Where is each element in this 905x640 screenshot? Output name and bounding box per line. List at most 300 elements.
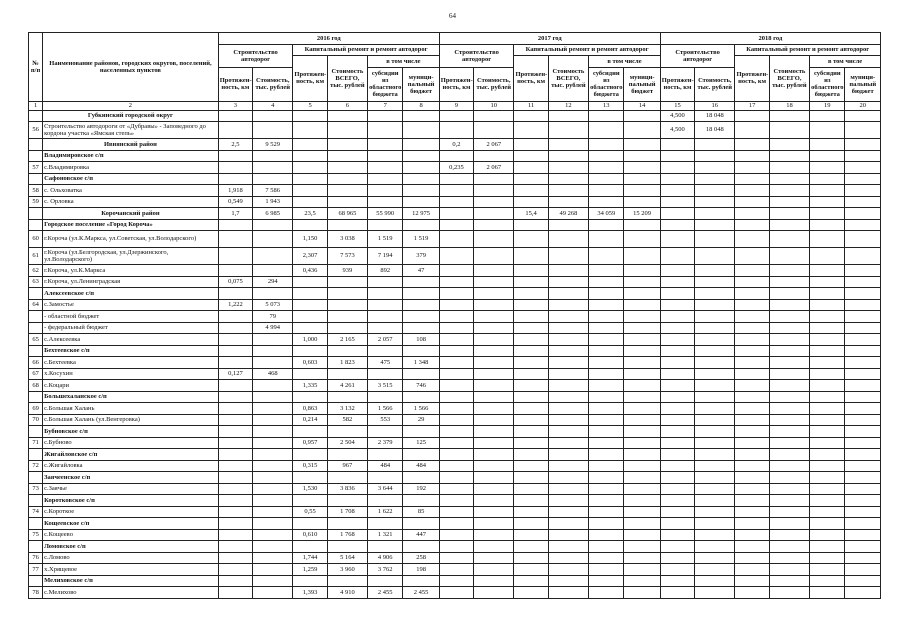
row-value — [845, 495, 881, 507]
row-name: Ивнянский район — [43, 139, 219, 151]
row-value — [589, 196, 624, 208]
row-value — [327, 368, 367, 380]
row-value — [810, 208, 845, 220]
row-value — [218, 472, 252, 484]
row-value — [253, 529, 293, 541]
row-value — [439, 564, 473, 576]
row-value — [845, 414, 881, 426]
row-value — [218, 322, 252, 334]
row-number: 71 — [29, 437, 43, 449]
row-value — [695, 552, 735, 564]
row-value — [439, 299, 473, 311]
row-value — [403, 541, 439, 553]
row-value — [548, 299, 588, 311]
row-value — [624, 357, 660, 369]
row-value — [624, 575, 660, 587]
header-year-2018: 2018 год — [660, 33, 880, 45]
column-number: 2 — [43, 101, 219, 110]
row-value — [810, 265, 845, 277]
row-value — [769, 483, 809, 495]
row-value — [845, 357, 881, 369]
row-value: 553 — [368, 414, 403, 426]
row-value — [695, 518, 735, 530]
row-value — [769, 518, 809, 530]
column-number: 9 — [439, 101, 473, 110]
row-value — [514, 122, 548, 139]
row-value: 2,5 — [218, 139, 252, 151]
row-value — [769, 185, 809, 197]
row-value — [810, 391, 845, 403]
row-value — [735, 185, 769, 197]
row-value — [660, 541, 694, 553]
row-value — [474, 391, 514, 403]
row-value — [439, 518, 473, 530]
row-value: 2 504 — [327, 437, 367, 449]
row-value — [624, 483, 660, 495]
row-number — [29, 322, 43, 334]
row-value — [403, 575, 439, 587]
district-row — [29, 208, 881, 220]
row-value — [548, 587, 588, 599]
row-value — [589, 368, 624, 380]
row-value — [735, 265, 769, 277]
row-value — [845, 380, 881, 392]
column-number: 18 — [769, 101, 809, 110]
row-name: г.Короча, ул.Ленинградская — [43, 276, 219, 288]
row-value: 746 — [403, 380, 439, 392]
row-value: 5 164 — [327, 552, 367, 564]
row-value — [439, 368, 473, 380]
row-value — [589, 139, 624, 151]
row-name: - областной бюджет — [43, 311, 219, 323]
row-value — [514, 552, 548, 564]
row-value — [624, 368, 660, 380]
row-value — [439, 208, 473, 220]
row-value: 3 038 — [327, 231, 367, 248]
row-value — [769, 460, 809, 472]
row-number: 59 — [29, 196, 43, 208]
row-value — [589, 231, 624, 248]
row-value — [253, 248, 293, 265]
table-row — [29, 403, 881, 415]
row-value — [293, 139, 327, 151]
row-value: 3 515 — [368, 380, 403, 392]
row-value — [589, 150, 624, 162]
row-value — [695, 276, 735, 288]
row-value — [218, 575, 252, 587]
row-value — [660, 265, 694, 277]
header-municipal: муници-пальный бюджет — [624, 67, 660, 101]
row-number: 66 — [29, 357, 43, 369]
row-value — [439, 334, 473, 346]
row-value — [327, 122, 367, 139]
row-value — [327, 575, 367, 587]
row-value — [403, 196, 439, 208]
row-value — [514, 265, 548, 277]
row-value: 0,214 — [293, 414, 327, 426]
row-value: 7 586 — [253, 185, 293, 197]
row-value: 1,150 — [293, 231, 327, 248]
row-value — [695, 208, 735, 220]
row-value — [695, 265, 735, 277]
row-name: с.Ломово — [43, 552, 219, 564]
row-value — [589, 541, 624, 553]
row-value — [293, 173, 327, 185]
column-number: 15 — [660, 101, 694, 110]
row-value — [368, 162, 403, 174]
row-value — [769, 219, 809, 231]
row-value: 1 566 — [403, 403, 439, 415]
row-value — [660, 219, 694, 231]
row-value — [845, 208, 881, 220]
row-value — [589, 357, 624, 369]
settlement-header-row — [29, 449, 881, 461]
row-value — [439, 437, 473, 449]
row-value — [218, 483, 252, 495]
row-value — [660, 162, 694, 174]
row-value — [589, 506, 624, 518]
header-construction: Строительство автодорог — [218, 44, 293, 67]
row-value — [253, 426, 293, 438]
row-value — [769, 334, 809, 346]
row-value — [845, 460, 881, 472]
row-value — [810, 518, 845, 530]
row-value: 34 059 — [589, 208, 624, 220]
row-value — [514, 460, 548, 472]
row-value — [218, 495, 252, 507]
row-value — [474, 437, 514, 449]
row-value — [474, 110, 514, 122]
row-value — [403, 288, 439, 300]
row-number — [29, 139, 43, 151]
row-value: 5 073 — [253, 299, 293, 311]
row-value — [439, 460, 473, 472]
row-value — [293, 185, 327, 197]
row-number: 65 — [29, 334, 43, 346]
row-value — [769, 368, 809, 380]
row-value — [695, 150, 735, 162]
column-numbers-row — [29, 101, 881, 110]
row-value — [548, 472, 588, 484]
row-value — [293, 196, 327, 208]
row-value — [735, 414, 769, 426]
row-value — [368, 173, 403, 185]
settlement-header-row — [29, 173, 881, 185]
column-number: 20 — [845, 101, 881, 110]
row-value — [327, 449, 367, 461]
row-value — [293, 288, 327, 300]
row-value — [735, 391, 769, 403]
row-value: 85 — [403, 506, 439, 518]
row-value — [810, 311, 845, 323]
row-value: 3 644 — [368, 483, 403, 495]
row-value: 0,235 — [439, 162, 473, 174]
row-value — [548, 139, 588, 151]
row-number: 76 — [29, 552, 43, 564]
row-value — [548, 529, 588, 541]
row-value — [845, 529, 881, 541]
row-value — [624, 552, 660, 564]
row-value — [327, 518, 367, 530]
row-value — [589, 552, 624, 564]
row-value — [845, 231, 881, 248]
row-value: 15,4 — [514, 208, 548, 220]
table-body — [29, 110, 881, 598]
row-value: 192 — [403, 483, 439, 495]
row-value — [845, 483, 881, 495]
row-value — [368, 185, 403, 197]
row-value — [474, 529, 514, 541]
row-value — [218, 162, 252, 174]
row-value — [368, 472, 403, 484]
row-value — [769, 299, 809, 311]
row-value — [253, 345, 293, 357]
row-value — [218, 426, 252, 438]
row-value — [589, 173, 624, 185]
row-value: 108 — [403, 334, 439, 346]
row-value — [810, 276, 845, 288]
row-value: 23,5 — [293, 208, 327, 220]
row-name: Губкинский городской округ — [43, 110, 219, 122]
row-value — [548, 437, 588, 449]
row-value — [439, 472, 473, 484]
row-value: 939 — [327, 265, 367, 277]
row-value — [293, 311, 327, 323]
row-value — [810, 139, 845, 151]
row-value — [548, 506, 588, 518]
row-value — [769, 541, 809, 553]
row-value — [293, 426, 327, 438]
column-number: 11 — [514, 101, 548, 110]
header-cost-total: Стоимость ВСЕГО, тыс. рублей — [769, 56, 809, 102]
row-value: 68 965 — [327, 208, 367, 220]
row-value — [514, 311, 548, 323]
row-value — [253, 391, 293, 403]
row-value — [293, 472, 327, 484]
row-value — [439, 248, 473, 265]
row-value — [735, 299, 769, 311]
row-value — [293, 219, 327, 231]
header-construction: Строительство автодорог — [439, 44, 514, 67]
row-value: 3 960 — [327, 564, 367, 576]
row-value — [474, 311, 514, 323]
row-value — [624, 426, 660, 438]
row-value — [660, 426, 694, 438]
row-name: Владимировское с/п — [43, 150, 219, 162]
row-value — [589, 449, 624, 461]
row-name: с. Ольховатка — [43, 185, 219, 197]
row-value — [624, 529, 660, 541]
row-value — [368, 139, 403, 151]
row-value — [589, 322, 624, 334]
row-number: 68 — [29, 380, 43, 392]
row-value — [368, 110, 403, 122]
row-value — [327, 311, 367, 323]
row-value — [548, 276, 588, 288]
row-value — [403, 276, 439, 288]
row-value: 1 519 — [403, 231, 439, 248]
row-value: 294 — [253, 276, 293, 288]
row-value — [660, 483, 694, 495]
row-value — [845, 403, 881, 415]
row-value — [695, 529, 735, 541]
row-value — [660, 403, 694, 415]
row-value — [474, 357, 514, 369]
row-value — [660, 345, 694, 357]
row-value — [735, 495, 769, 507]
header-cost-total: Стоимость ВСЕГО, тыс. рублей — [327, 56, 367, 102]
row-value — [439, 173, 473, 185]
row-value: 15 209 — [624, 208, 660, 220]
row-value — [589, 495, 624, 507]
row-value: 1,744 — [293, 552, 327, 564]
header-construction: Строительство автодорог — [660, 44, 735, 67]
row-number: 75 — [29, 529, 43, 541]
row-value — [514, 276, 548, 288]
row-number — [29, 426, 43, 438]
row-value — [660, 322, 694, 334]
row-value: 2 067 — [474, 139, 514, 151]
row-value — [403, 219, 439, 231]
row-value — [695, 414, 735, 426]
row-value: 47 — [403, 265, 439, 277]
row-value — [327, 541, 367, 553]
row-value — [253, 506, 293, 518]
row-value: 1,259 — [293, 564, 327, 576]
row-value — [769, 196, 809, 208]
row-value — [769, 231, 809, 248]
table-row — [29, 196, 881, 208]
row-value — [514, 173, 548, 185]
row-value — [769, 449, 809, 461]
row-value — [735, 357, 769, 369]
row-name: г.Короча (ул.Белгородская, ул.Дзержинского, ул.Володарского) — [43, 248, 219, 265]
header-repair: Капитальный ремонт и ремонт автодорог — [293, 44, 439, 56]
row-value — [218, 345, 252, 357]
row-value — [660, 380, 694, 392]
row-value: 1,222 — [218, 299, 252, 311]
row-value — [368, 368, 403, 380]
row-value: 12 975 — [403, 208, 439, 220]
row-name: Сафоновское с/п — [43, 173, 219, 185]
row-name: Кощеевское с/п — [43, 518, 219, 530]
row-value — [474, 231, 514, 248]
row-value — [327, 322, 367, 334]
row-value — [810, 460, 845, 472]
row-value — [589, 391, 624, 403]
row-value: 1 622 — [368, 506, 403, 518]
row-name: с.Владимировка — [43, 162, 219, 174]
row-value — [327, 150, 367, 162]
column-number: 6 — [327, 101, 367, 110]
row-value — [293, 575, 327, 587]
row-number — [29, 345, 43, 357]
row-value — [735, 541, 769, 553]
row-value — [474, 472, 514, 484]
row-name: с.Жигайловка — [43, 460, 219, 472]
row-value — [695, 248, 735, 265]
table-row — [29, 564, 881, 576]
row-value — [810, 483, 845, 495]
row-value — [439, 541, 473, 553]
row-value: 0,863 — [293, 403, 327, 415]
row-value — [810, 173, 845, 185]
row-value — [218, 150, 252, 162]
row-value — [624, 122, 660, 139]
row-value — [695, 196, 735, 208]
row-value — [403, 162, 439, 174]
row-value — [439, 150, 473, 162]
row-value — [845, 564, 881, 576]
row-value — [514, 231, 548, 248]
row-value — [253, 552, 293, 564]
row-value — [474, 564, 514, 576]
row-value — [403, 518, 439, 530]
row-value — [218, 564, 252, 576]
row-name: Большехаланское с/п — [43, 391, 219, 403]
row-value — [624, 173, 660, 185]
row-value: 0,610 — [293, 529, 327, 541]
row-value — [735, 368, 769, 380]
table-row — [29, 437, 881, 449]
row-value — [439, 449, 473, 461]
row-value — [810, 345, 845, 357]
column-number: 5 — [293, 101, 327, 110]
row-value — [769, 173, 809, 185]
row-value — [695, 345, 735, 357]
row-value — [735, 322, 769, 334]
row-value — [474, 414, 514, 426]
row-value — [810, 437, 845, 449]
row-value — [474, 403, 514, 415]
settlement-header-row — [29, 288, 881, 300]
row-value — [695, 495, 735, 507]
row-value — [695, 575, 735, 587]
settlement-header-row — [29, 495, 881, 507]
row-name: Алексеевское с/п — [43, 288, 219, 300]
row-value — [845, 122, 881, 139]
row-value — [327, 495, 367, 507]
row-value — [769, 575, 809, 587]
row-name: Городское поселение «Город Короча» — [43, 219, 219, 231]
row-value — [810, 495, 845, 507]
row-value: 7 573 — [327, 248, 367, 265]
row-name: с.Бубново — [43, 437, 219, 449]
row-value: 258 — [403, 552, 439, 564]
row-value — [660, 357, 694, 369]
row-value — [548, 460, 588, 472]
row-number: 70 — [29, 414, 43, 426]
row-value — [439, 110, 473, 122]
row-value — [293, 541, 327, 553]
row-value — [624, 219, 660, 231]
row-value — [218, 265, 252, 277]
column-number: 10 — [474, 101, 514, 110]
row-value: 2 379 — [368, 437, 403, 449]
row-value — [695, 231, 735, 248]
row-value — [624, 162, 660, 174]
row-name: с.Замостье — [43, 299, 219, 311]
row-value — [218, 311, 252, 323]
row-value: 125 — [403, 437, 439, 449]
row-value — [253, 575, 293, 587]
row-value — [218, 587, 252, 599]
header-municipal: муници-пальный бюджет — [403, 67, 439, 101]
row-value — [218, 437, 252, 449]
row-value — [589, 248, 624, 265]
row-value — [810, 564, 845, 576]
row-number — [29, 518, 43, 530]
